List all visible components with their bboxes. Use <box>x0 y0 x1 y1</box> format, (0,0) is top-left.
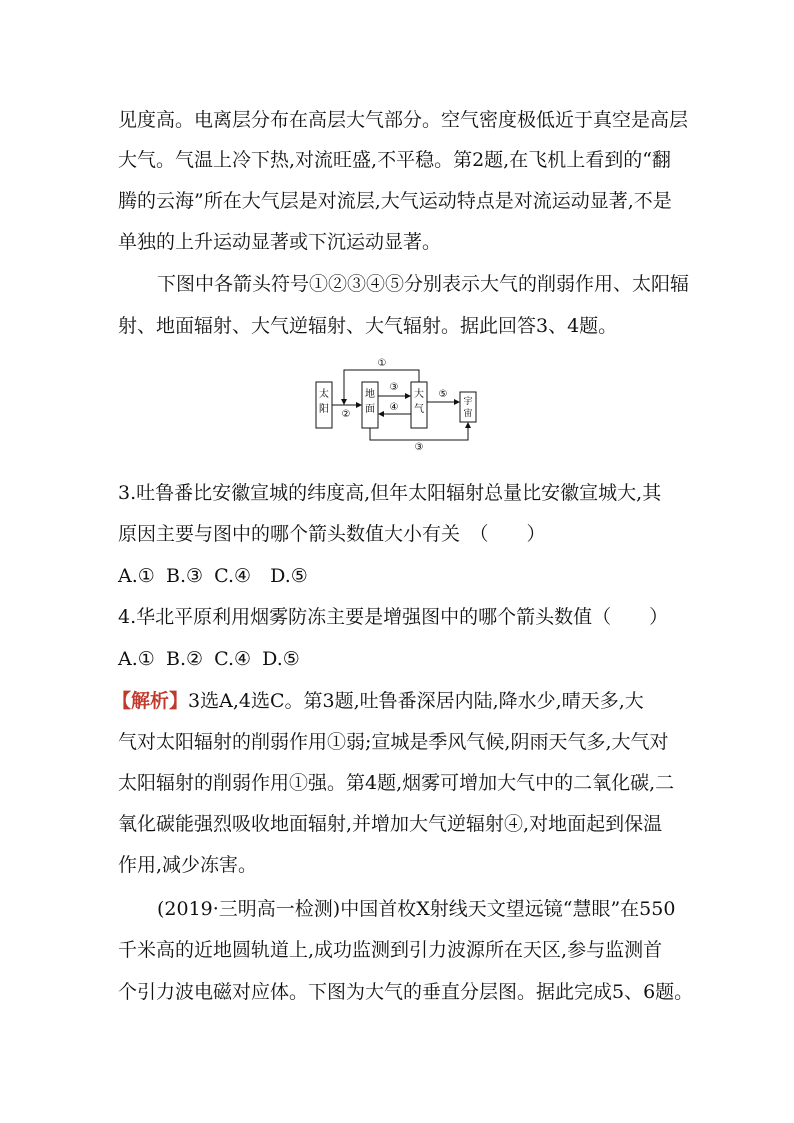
radiation-diagram <box>310 352 490 452</box>
question-4-line: 4.华北平原利用烟雾防冻主要是增强图中的哪个箭头数值（ ） <box>118 606 669 628</box>
option: A.① <box>118 565 155 587</box>
question-4-options <box>118 647 300 671</box>
passage-line: 千米高的近地圆轨道上,成功监测到引力波源所在天区,参与监测首 <box>118 939 663 961</box>
question-3-line: 3.吐鲁番比安徽宣城的纬度高,但年太阳辐射总量比安徽宣城大,其 <box>118 482 662 504</box>
ground-label: 面 <box>365 404 375 415</box>
option: D.⑤ <box>270 565 308 587</box>
analysis-line: 太阳辐射的削弱作用①强。第4题,烟雾可增加大气中的二氧化碳,二 <box>118 772 675 794</box>
arrow-5-label: ⑤ <box>438 389 448 400</box>
paragraph-line: 腾的云海”所在大气层是对流层,大气运动特点是对流运动显著,不是 <box>118 190 672 212</box>
sun-label: 太 <box>319 389 329 400</box>
option: B.③ <box>166 565 204 587</box>
arrow-1-label: ① <box>377 358 387 369</box>
analysis-tag: 【解析】 <box>112 690 189 712</box>
analysis-line: 气对太阳辐射的削弱作用①弱;宣城是季风气候,阴雨天气多,大气对 <box>118 731 669 753</box>
intro-line: 射、地面辐射、大气逆辐射、大气辐射。据此回答3、4题。 <box>118 315 618 337</box>
arrow-4-label: ④ <box>389 402 399 413</box>
atmosphere-label: 气 <box>414 404 424 415</box>
paragraph-line: 单独的上升运动显著或下沉运动显著。 <box>118 231 442 253</box>
analysis-line: 作用,减少冻害。 <box>118 854 258 876</box>
analysis-line <box>112 689 644 713</box>
question-3-options <box>118 564 308 588</box>
analysis-text: 3选A,4选C。第3题,吐鲁番深居内陆,降水少,晴天多,大 <box>188 690 644 712</box>
space-label: 宙 <box>463 409 473 419</box>
arrow-1 <box>344 370 419 404</box>
paragraph-line: 大气。气温上冷下热,对流旺盛,不平稳。第2题,在飞机上看到的“翻 <box>118 149 671 171</box>
option: A.① <box>118 648 155 670</box>
question-3-line: 原因主要与图中的哪个箭头数值大小有关 （ ） <box>118 523 546 545</box>
option: C.④ <box>214 648 252 670</box>
space-label: 宇 <box>463 397 473 407</box>
passage-line: 个引力波电磁对应体。下图为大气的垂直分层图。据此完成5、6题。 <box>118 981 694 1003</box>
passage-line: (2019·三明高一检测)中国首枚X射线天文望远镜“慧眼”在550 <box>157 898 676 920</box>
atmosphere-label: 大 <box>414 389 424 400</box>
ground-label: 地 <box>365 389 375 400</box>
paragraph-line: 见度高。电离层分布在高层大气部分。空气密度极低近于真空是高层 <box>118 109 689 131</box>
arrow-2-label: ② <box>341 409 351 420</box>
intro-line: 下图中各箭头符号①②③④⑤分别表示大气的削弱作用、太阳辐 <box>157 273 690 295</box>
option: C.④ <box>214 565 252 587</box>
arrow-3-top-label: ③ <box>389 382 399 393</box>
sun-label: 阳 <box>319 404 329 415</box>
option: D.⑤ <box>262 648 300 670</box>
option: B.② <box>166 648 204 670</box>
arrow-3-bottom-label: ③ <box>414 442 424 452</box>
analysis-line: 氧化碳能强烈吸收地面辐射,并增加大气逆辐射④,对地面起到保温 <box>118 813 663 835</box>
